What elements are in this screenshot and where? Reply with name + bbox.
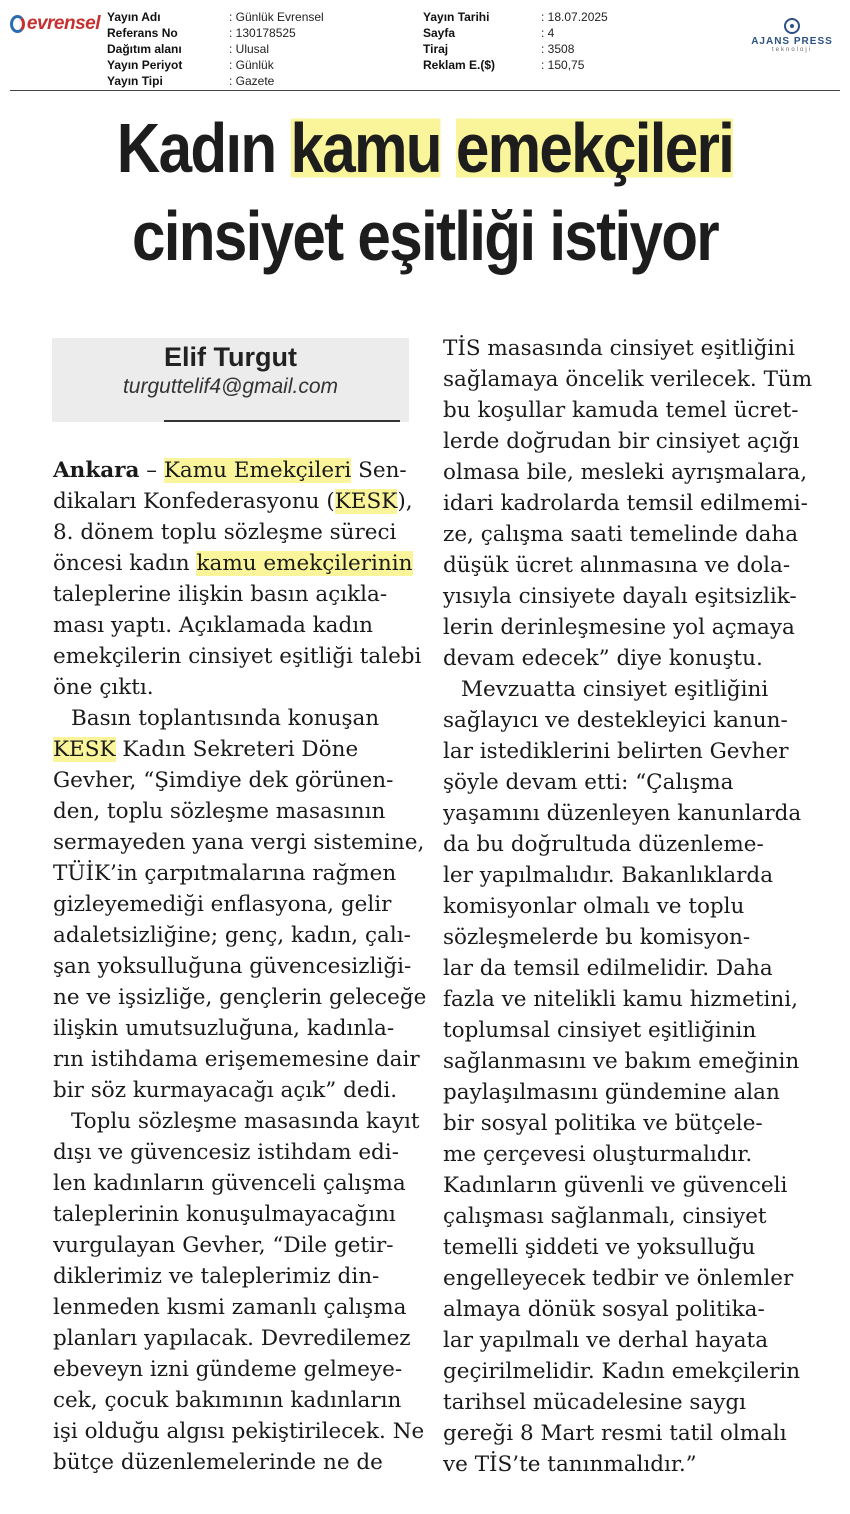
meta-label: Sayfa	[423, 26, 456, 40]
ajans-press-logo	[744, 18, 840, 53]
text-line: almaya dönük sosyal politika-	[443, 1297, 765, 1322]
text-line: adaletsizliğine; genç, kadın, çalı-	[53, 923, 411, 948]
text-line: sözleşmelerde bu komisyon-	[443, 925, 751, 950]
text-line: ebeveyn izni gündeme gelmeye-	[53, 1357, 403, 1382]
text-line	[53, 548, 413, 579]
text-line: lenmeden kısmi zamanlı çalışma	[53, 1295, 407, 1320]
text-line: Mevzuatta cinsiyet eşitliğini	[461, 677, 769, 702]
text-line: lar da temsil edilmelidir. Daha	[443, 956, 773, 981]
text-fragment: Kadın Sekreteri Döne	[115, 737, 359, 762]
meta-row	[423, 9, 608, 25]
meta-label: Yayın Adı	[107, 10, 161, 24]
text-line: planları yapılacak. Devredilemez	[53, 1326, 411, 1351]
text-line	[53, 455, 413, 486]
author-email: turguttelif4@gmail.com	[122, 375, 339, 398]
meta-value: : 3508	[541, 42, 575, 56]
meta-value: : Ulusal	[229, 42, 270, 56]
ajans-press-name: AJANS PRESS	[751, 36, 833, 47]
text-line: sağlayıcı ve destekleyici kanun-	[443, 708, 788, 733]
text-line: şan yoksulluğuna güvencesizliği-	[53, 954, 412, 979]
meta-row	[107, 9, 324, 25]
meta-label: Reklam E.($)	[423, 58, 496, 72]
header-divider	[10, 90, 840, 91]
text-line: lerde doğrudan bir cinsiyet açığı	[443, 429, 800, 454]
text-line: den, toplu sözleşme masasının	[53, 799, 386, 824]
meta-row	[107, 57, 324, 73]
text-line: TÜİK’in çarpıtmalarına rağmen	[53, 861, 397, 886]
text-line: tarihsel mücadelesine saygı	[443, 1390, 747, 1415]
text-line: Toplu sözleşme masasında kayıt	[71, 1109, 420, 1134]
meta-value: : 4	[541, 26, 555, 40]
text-line: sağlanmasını ve bakım emeğinin	[443, 1049, 800, 1074]
article-column-left	[53, 455, 427, 1478]
text-line: bütçe düzenlemelerinde ne de	[53, 1450, 383, 1475]
text-line: düşük ücret alınmasına ve dola-	[443, 553, 791, 578]
evrensel-logo	[10, 10, 100, 38]
text-line: vurgulayan Gevher, “Dile getir-	[53, 1233, 394, 1258]
text-line: diklerimiz ve taleplerimiz din-	[53, 1264, 380, 1289]
headline-text: Kadın	[116, 109, 291, 187]
text-line	[53, 486, 413, 517]
text-line: taleplerine ilişkin basın açıkla-	[53, 582, 388, 607]
text-line: geçirilmelidir. Kadın emekçilerin	[443, 1359, 801, 1384]
meta-row	[423, 25, 608, 41]
text-fragment: –	[139, 458, 164, 483]
meta-row	[107, 25, 324, 41]
meta-value: : 130178525	[229, 26, 296, 40]
text-line: öne çıktı.	[53, 675, 154, 700]
text-line: sermayeden yana vergi sistemine,	[53, 830, 425, 855]
text-line: ması yaptı. Açıklamada kadın	[53, 613, 373, 638]
highlight: kamu emekçilerinin	[196, 551, 413, 576]
highlight: KESK	[334, 489, 398, 514]
meta-row	[423, 41, 608, 57]
evrensel-wordmark: evrensel	[26, 13, 100, 34]
meta-value: : 150,75	[541, 58, 585, 72]
text-line: lerin derinleşmesine yol açmaya	[443, 615, 795, 640]
text-fragment: Sen-	[351, 458, 407, 483]
highlight: Kamu Emekçileri	[163, 458, 352, 483]
text-line: sağlamaya öncelik verilecek. Tüm	[443, 367, 813, 392]
headline-highlight: emekçileri	[455, 109, 734, 187]
meta-value: : Gazete	[229, 74, 275, 88]
text-fragment: öncesi kadın	[53, 551, 197, 576]
meta-row	[107, 73, 324, 89]
text-line: paylaşılmasını gündemine alan	[443, 1080, 780, 1105]
text-line: len kadınların güvenceli çalışma	[53, 1171, 406, 1196]
article-column-right	[443, 333, 813, 1480]
clipping-header	[0, 0, 850, 92]
text-fragment: ),	[397, 489, 413, 514]
ajans-globe-icon	[784, 18, 800, 34]
text-line: şöyle devam etti: “Çalışma	[443, 770, 734, 795]
text-line: işi olduğu algısı pekiştirilecek. Ne	[53, 1419, 425, 1444]
text-line: lar yapılmalı ve derhal hayata	[443, 1328, 769, 1353]
author-name: Elif Turgut	[164, 342, 297, 372]
text-line: temelli şiddeti ve yoksulluğu	[443, 1235, 756, 1260]
text-line: rın istihdama erişememesine dair	[53, 1047, 420, 1072]
text-fragment: dikaları Konfederasyonu (	[53, 489, 335, 514]
text-line: dışı ve güvencesiz istihdam edi-	[53, 1140, 399, 1165]
text-line: yaşamını düzenleyen kanunlarda	[443, 801, 802, 826]
text-line	[53, 734, 413, 765]
meta-label: Dağıtım alanı	[107, 42, 182, 56]
dateline: Ankara	[53, 458, 140, 483]
text-line: da bu doğrultuda düzenleme-	[443, 832, 764, 857]
ajans-press-sub: teknoloji	[771, 47, 812, 53]
meta-row	[107, 41, 324, 57]
text-line: cek, çocuk bakımının kadınların	[53, 1388, 402, 1413]
meta-value: : Günlük	[229, 58, 274, 72]
publication-meta-right	[423, 9, 608, 73]
text-line: emekçilerin cinsiyet eşitliği talebi	[53, 644, 422, 669]
text-line: ze, çalışma saati temelinde daha	[443, 522, 799, 547]
article-headline	[60, 104, 791, 280]
publication-meta-left	[107, 9, 324, 89]
text-line: taleplerinin konuşulmayacağını	[53, 1202, 396, 1227]
headline-highlight: kamu	[290, 109, 441, 187]
text-line: Basın toplantısında konuşan	[71, 706, 380, 731]
meta-value: : Günlük Evrensel	[229, 10, 324, 24]
meta-label: Tiraj	[423, 42, 449, 56]
headline-line-2: cinsiyet eşitliği istiyor	[131, 197, 718, 275]
text-line: idari kadrolarda temsil edilmemi-	[443, 491, 808, 516]
text-line: gereği 8 Mart resmi tatil olmalı	[443, 1421, 787, 1446]
text-line: lar istediklerini belirten Gevher	[443, 739, 789, 764]
text-line: bir sosyal politika ve bütçele-	[443, 1111, 763, 1136]
meta-row	[423, 57, 608, 73]
text-line: bir söz kurmayacağı açık” dedi.	[53, 1078, 398, 1103]
text-line: ve TİS’te tanınmalıdır.”	[443, 1452, 697, 1477]
text-line: TİS masasında cinsiyet eşitliğini	[443, 336, 796, 361]
text-line: 8. dönem toplu sözleşme süreci	[53, 520, 397, 545]
text-line: olmasa bile, mesleki ayrışmalara,	[443, 460, 808, 485]
text-line: yısıyla cinsiyete dayalı eşitsizlik-	[443, 584, 797, 609]
text-line: Kadınların güvenli ve güvenceli	[443, 1173, 788, 1198]
text-line: gizleyemediği enflasyona, gelir	[53, 892, 392, 917]
headline-line-1	[60, 104, 791, 192]
meta-label: Yayın Tarihi	[423, 10, 490, 24]
text-line: Gevher, “Şimdiye dek görünen-	[53, 768, 394, 793]
highlight: KESK	[53, 737, 116, 762]
text-line: ilişkin umutsuzluğuna, kadınla-	[53, 1016, 395, 1041]
meta-value: : 18.07.2025	[541, 10, 608, 24]
text-line: devam edecek” diye konuştu.	[443, 646, 763, 671]
text-line: me çerçevesi oluşturmalıdır.	[443, 1142, 753, 1167]
meta-label: Yayın Tipi	[107, 74, 163, 88]
text-line: bu koşullar kamuda temel ücret-	[443, 398, 799, 423]
meta-label: Yayın Periyot	[107, 58, 183, 72]
text-line: fazla ve nitelikli kamu hizmetini,	[443, 987, 798, 1012]
meta-label: Referans No	[107, 26, 178, 40]
text-line: ne ve işsizliğe, gençlerin geleceğe	[53, 985, 427, 1010]
text-line: çalışması sağlanmalı, cinsiyet	[443, 1204, 767, 1229]
text-line: ler yapılmalıdır. Bakanlıklarda	[443, 863, 774, 888]
text-line: toplumsal cinsiyet eşitliğinin	[443, 1018, 757, 1043]
evrensel-swirl-icon	[10, 15, 25, 33]
byline-box	[52, 338, 409, 422]
text-line: engelleyecek tedbir ve önlemler	[443, 1266, 794, 1291]
byline-underline	[164, 420, 400, 422]
text-line: komisyonlar olmalı ve toplu	[443, 894, 745, 919]
